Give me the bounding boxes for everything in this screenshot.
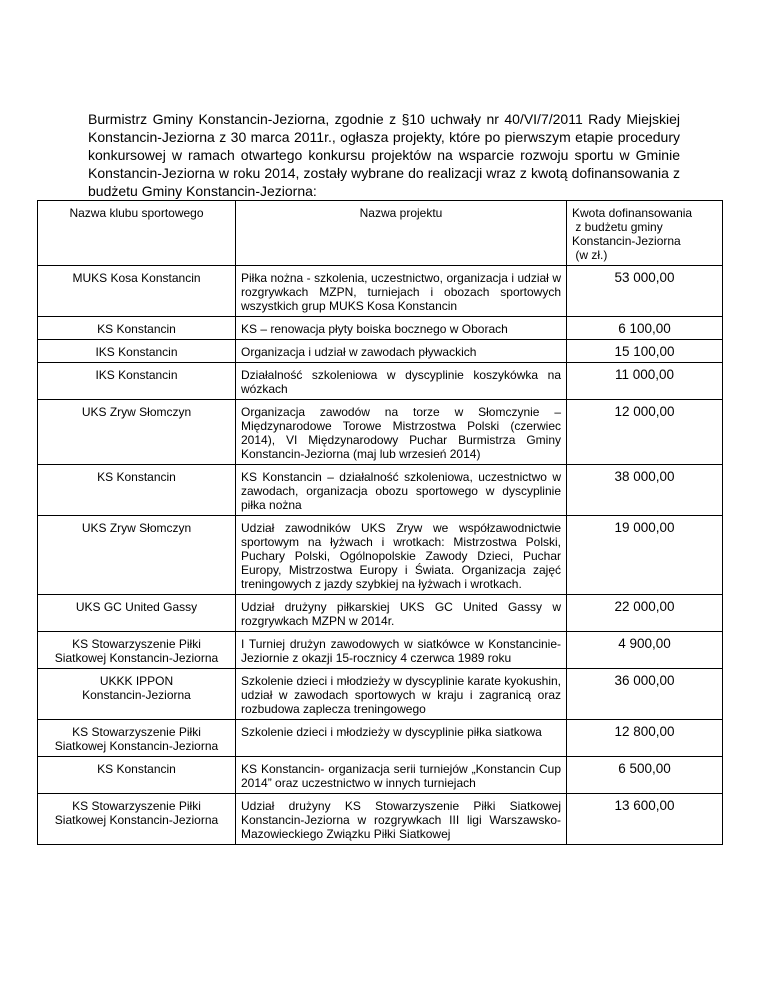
club-name-line: Siatkowej Konstancin-Jeziorna xyxy=(54,739,219,753)
project-name-cell: Szkolenie dzieci i młodzieży w dyscyplinie piłka siatkowa xyxy=(236,720,567,757)
project-name-cell: Piłka nożna - szkolenia, uczestnictwo, organizacja i udział w rozgrywkach MZPN, turniejach i obozach sportowych wszystkich grup MUKS Kosa Konstancin xyxy=(236,266,567,317)
club-name-cell xyxy=(38,794,236,845)
amount-cell: 4 900,00 xyxy=(567,632,723,669)
amount-cell: 13 600,00 xyxy=(567,794,723,845)
club-name-line: UKS GC United Gassy xyxy=(75,600,198,614)
club-name-line: KS Konstancin xyxy=(97,470,176,484)
amount-cell: 38 000,00 xyxy=(567,465,723,516)
table-row xyxy=(38,595,723,632)
club-name-cell xyxy=(38,266,236,317)
table-row xyxy=(38,340,723,363)
table-row xyxy=(38,632,723,669)
club-name-line: IKS Konstancin xyxy=(95,345,178,359)
club-name-line: KS Konstancin xyxy=(97,762,176,776)
project-name-cell: KS Konstancin – działalność szkoleniowa, uczestnictwo w zawodach, organizacja obozu sportowego w dyscyplinie piłka nożna xyxy=(236,465,567,516)
club-name-line: Siatkowej Konstancin-Jeziorna xyxy=(54,813,219,827)
amount-cell: 12 800,00 xyxy=(567,720,723,757)
table-row xyxy=(38,516,723,595)
project-name-cell: Organizacja i udział w zawodach pływackich xyxy=(236,340,567,363)
amount-cell: 6 500,00 xyxy=(567,757,723,794)
project-name-cell: Działalność szkoleniowa w dyscyplinie koszykówka na wózkach xyxy=(236,363,567,400)
amount-cell: 15 100,00 xyxy=(567,340,723,363)
header-amount xyxy=(567,201,723,266)
amount-cell: 36 000,00 xyxy=(567,669,723,720)
club-name-line: UKS Zryw Słomczyn xyxy=(81,521,192,535)
amount-cell: 53 000,00 xyxy=(567,266,723,317)
club-name-cell xyxy=(38,757,236,794)
amount-cell: 22 000,00 xyxy=(567,595,723,632)
header-amount-line: z budżetu gminy xyxy=(572,220,663,234)
header-amount-line: (w zł.) xyxy=(572,248,608,262)
club-name-line: KS Stowarzyszenie Piłki xyxy=(72,799,201,813)
club-name-line: UKKK IPPON xyxy=(99,674,174,688)
club-name-line: MUKS Kosa Konstancin xyxy=(72,271,201,285)
table-row xyxy=(38,757,723,794)
club-name-cell xyxy=(38,465,236,516)
header-amount-line: Kwota dofinansowania xyxy=(572,206,693,220)
club-name-cell xyxy=(38,720,236,757)
amount-cell: 6 100,00 xyxy=(567,317,723,340)
amount-cell: 19 000,00 xyxy=(567,516,723,595)
club-name-cell xyxy=(38,400,236,465)
table-header-row xyxy=(38,201,723,266)
project-name-cell: Szkolenie dzieci i młodzieży w dyscyplinie karate kyokushin, udział w zawodach sportowych w kraju i zagranicą oraz rozbudowa zaplecza treningowego xyxy=(236,669,567,720)
project-name-cell: Udział drużyny KS Stowarzyszenie Piłki Siatkowej Konstancin-Jeziorna w rozgrywkach III ligi Warszawsko-Mazowieckiego Związku Piłki Siatkowej xyxy=(236,794,567,845)
club-name-line: KS Stowarzyszenie Piłki xyxy=(72,637,201,651)
header-club: Nazwa klubu sportowego xyxy=(38,201,236,266)
announcement-intro: Burmistrz Gminy Konstancin-Jeziorna, zgodnie z §10 uchwały nr 40/VI/7/2011 Rady Miejskiej Konstancin-Jeziorna z 30 marca 2011r., ogłasza projekty, które po pierwszym etapie procedury konkursowej w ramach otwartego konkursu projektów na wsparcie rozwoju sportu w Gminie Konstancin-Jeziorna w roku 2014, zostały wybrane do realizacji wraz z kwotą dofinansowania z budżetu Gminy Konstancin-Jeziorna: xyxy=(88,111,680,199)
table-row xyxy=(38,465,723,516)
project-name-cell: Udział zawodników UKS Zryw we współzawodnictwie sportowym na łyżwach i wrotkach: Mistrzostwa Polski, Puchary Polski, Ogólnopolskie Zawody Dzieci, Puchar Europy, Mistrzostwa Europy i Świata. Organizacja zajęć treningowych z jazdy szybkiej na łyżwach i wrotkach. xyxy=(236,516,567,595)
amount-cell: 11 000,00 xyxy=(567,363,723,400)
project-name-cell: Udział drużyny piłkarskiej UKS GC United Gassy w rozgrywkach MZPN w 2014r. xyxy=(236,595,567,632)
club-name-line: IKS Konstancin xyxy=(95,368,178,382)
club-name-line: KS Konstancin xyxy=(97,322,176,336)
club-name-line: Konstancin-Jeziorna xyxy=(82,688,191,702)
club-name-line: KS Stowarzyszenie Piłki xyxy=(72,725,201,739)
header-project: Nazwa projektu xyxy=(236,201,567,266)
club-name-cell xyxy=(38,317,236,340)
grants-table xyxy=(37,200,723,845)
table-row xyxy=(38,794,723,845)
club-name-cell xyxy=(38,516,236,595)
club-name-line: UKS Zryw Słomczyn xyxy=(81,405,192,419)
project-name-cell: Organizacja zawodów na torze w Słomczynie – Międzynarodowe Torowe Mistrzostwa Polski (czerwiec 2014), VI Międzynarodowy Puchar Burmistrza Gminy Konstancin-Jeziorna (maj lub wrzesień 2014) xyxy=(236,400,567,465)
header-amount-line: Konstancin-Jeziorna xyxy=(572,234,681,248)
table-row xyxy=(38,317,723,340)
table-row xyxy=(38,266,723,317)
table-row xyxy=(38,400,723,465)
club-name-cell xyxy=(38,340,236,363)
table-row xyxy=(38,363,723,400)
club-name-cell xyxy=(38,669,236,720)
club-name-cell xyxy=(38,632,236,669)
project-name-cell: I Turniej drużyn zawodowych w siatkówce w Konstancinie-Jeziornie z okazji 15-rocznicy 4 czerwca 1989 roku xyxy=(236,632,567,669)
club-name-cell xyxy=(38,595,236,632)
table-row xyxy=(38,669,723,720)
club-name-line: Siatkowej Konstancin-Jeziorna xyxy=(54,651,219,665)
club-name-cell xyxy=(38,363,236,400)
amount-cell: 12 000,00 xyxy=(567,400,723,465)
project-name-cell: KS – renowacja płyty boiska bocznego w Oborach xyxy=(236,317,567,340)
project-name-cell: KS Konstancin- organizacja serii turniejów „Konstancin Cup 2014” oraz uczestnictwo w innych turniejach xyxy=(236,757,567,794)
table-row xyxy=(38,720,723,757)
